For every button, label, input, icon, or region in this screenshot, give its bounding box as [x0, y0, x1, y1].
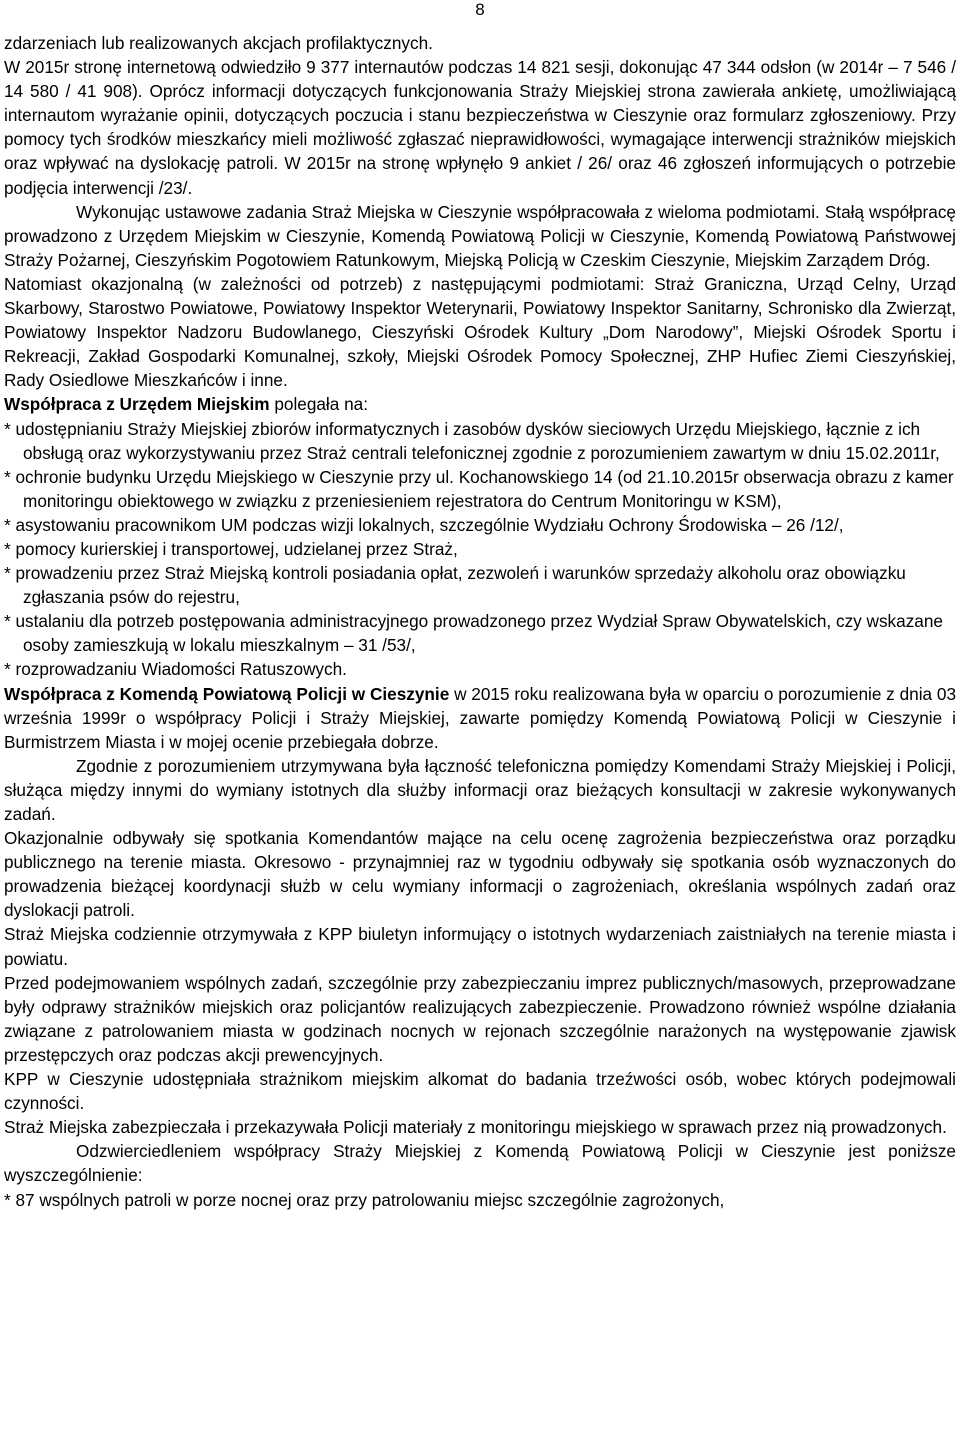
paragraph-telephone-link: Zgodnie z porozumieniem utrzymywana była łączność telefoniczna pomiędzy Komendami Straży Miejskiej i Policji, służąca między innymi do wymiany istotnych dla służby informacji oraz bieżących konsultacji w zakresie wykonywanych zadań. [4, 755, 956, 824]
bullet-item: * ustalaniu dla potrzeb postępowania administracyjnego prowadzonego przez Wydział Spraw Obywatelskich, czy wskazane osoby zamieszkują w lokalu mieszkalnym – 31 /53/, [4, 611, 943, 656]
city-office-heading-rest: polegała na: [269, 394, 368, 415]
bullet-item: * ochronie budynku Urzędu Miejskiego w Cieszynie przy ul. Kochanowskiego 14 (od 21.10.2015r obserwacja obrazu z kamer monitoringu obiektowego w związku z przeniesieniem rejestratora do Centrum Monitoringu w KSM), [4, 466, 954, 511]
police-cooperation-rest: w 2015 roku realizowana była w oparciu o porozumienie z dnia 03 września 1999r o współpracy Policji i Straży Miejskiej, zawarte pomiędzy Komendą Powiatową Policji w Cieszynie i Burmistrzem Miasta i w mojej ocenie przebiegała dobrze. [4, 683, 956, 752]
police-cooperation-bold: Współpraca z Komendą Powiatową Policji w Cieszynie [4, 683, 450, 704]
page-number: 8 [475, 0, 485, 19]
paragraph-summary-intro: Odzwierciedleniem współpracy Straży Miejskiej z Komendą Powiatową Policji w Cieszynie jest poniższe wyszczególnienie: [4, 1141, 956, 1186]
paragraph-breathalyzer: KPP w Cieszynie udostępniała strażnikom miejskim alkomat do badania trzeźwości osób, wobec których podejmowali czynności. [4, 1069, 956, 1114]
paragraph-1: zdarzeniach lub realizowanych akcjach profilaktycznych. [4, 33, 433, 53]
bullet-item: * rozprowadzaniu Wiadomości Ratuszowych. [4, 659, 347, 680]
paragraph-bulletin: Straż Miejska codziennie otrzymywała z KPP biuletyn informujący o istotnych wydarzeniach zaistniałych na terenie miasta i powiatu. [4, 924, 956, 969]
paragraph-police-cooperation [4, 682, 956, 754]
bullet-item: * prowadzeniu przez Straż Miejską kontroli posiadania opłat, zezwoleń i warunków sprzedaży alkoholu oraz obowiązku zgłaszania psów do rejestru, [4, 563, 906, 608]
paragraph-occasional-cooperation: Natomiast okazjonalną (w zależności od potrzeb) z następującymi podmiotami: Straż Graniczna, Urząd Celny, Urząd Skarbowy, Starostwo Powiatowe, Powiatowy Inspektor Weterynarii, Powiatowy Inspektor Sanitarny, Schronisko dla Zwierząt, Powiatowy Inspektor Nadzoru Budowlanego, Cieszyński Ośrodek Kultury „Dom Narodowy”, Miejski Ośrodek Sportu i Rekreacji, Zakład Gospodarki Komunalnej, szkoły, Miejski Ośrodek Pomocy Społecznej, ZHP Hufiec Ziemi Cieszyńskiej, Rady Osiedlowe Mieszkańców i inne. [4, 273, 956, 391]
paragraph-city-office-heading [4, 392, 956, 416]
paragraph-monitoring-materials: Straż Miejska zabezpieczała i przekazywała Policji materiały z monitoringu miejskiego w sprawach przez nią prowadzonych. [4, 1117, 947, 1138]
paragraph-joint-tasks: Przed podejmowaniem wspólnych zadań, szczególnie przy zabezpieczaniu imprez publicznych/masowych, przeprowadzane były odprawy strażników miejskich oraz policjantów realizujących zabezpieczenie. Prowadzono również wspólne działania związane z patrolowaniem miasta w godzinach nocnych w rejonach szczególnie narażonych na występowanie zjawisk przestępczych oraz podczas akcji prewencyjnych. [4, 972, 956, 1065]
bullet-item: * asystowaniu pracownikom UM podczas wizji lokalnych, szczególnie Wydziału Ochrony Środowiska – 26 /12/, [4, 514, 844, 535]
bullet-item: * 87 wspólnych patroli w porze nocnej oraz przy patrolowaniu miejsc szczególnie zagrożonych, [4, 1189, 725, 1210]
document-body [4, 31, 956, 1212]
bullet-item: * udostępnianiu Straży Miejskiej zbiorów informatycznych i zasobów dysków sieciowych Urzędu Miejskiego, łącznie z ich obsługą oraz wykorzystywaniu przez Straż centrali telefonicznej zgodnie z porozumieniem zawartym w dniu 15.02.2011r, [4, 418, 940, 463]
paragraph-meetings: Okazjonalnie odbywały się spotkania Komendantów mające na celu ocenę zagrożenia bezpieczeństwa oraz porządku publicznego na terenie miasta. Okresowo - przynajmniej raz w tygodniu odbywały się spotkania osób wyznaczonych do prowadzenia bieżącej koordynacji służb w celu wymiany informacji o zagrożeniach, określania wspólnych zadań oraz dyslokacji patroli. [4, 828, 956, 921]
city-office-heading-bold: Współpraca z Urzędem Miejskim [4, 394, 270, 415]
paragraph-website-stats: W 2015r stronę internetową odwiedziło 9 377 internautów podczas 14 821 sesji, dokonując 47 344 odsłon (w 2014r – 7 546 / 14 580 / 41 908). Oprócz informacji dotyczących funkcjonowania Straży Miejskiej strona zawierała ankietę, umożliwiającą internautom wyrażanie opinii, dotyczących poczucia i stanu bezpieczeństwa w Cieszynie oraz formularz zgłoszeniowy. Przy pomocy tych środków mieszkańcy mieli możliwość zgłaszać nieprawidłowości, wymagające interwencji strażników miejskich oraz wpływać na dyslokację patroli. W 2015r na stronę wpłynęło 9 ankiet / 26/ oraz 46 zgłoszeń informujących o potrzebie podjęcia interwencji /23/. [4, 57, 956, 198]
bullet-item: * pomocy kurierskiej i transportowej, udzielanej przez Straż, [4, 538, 458, 559]
paragraph-cooperation-intro: Wykonując ustawowe zadania Straż Miejska w Cieszynie współpracowała z wieloma podmiotami. Stałą współpracę prowadzono z Urzędem Miejskim w Cieszynie, Komendą Powiatową Policji w Cieszynie, Komendą Powiatową Państwowej Straży Pożarnej, Cieszyńskim Pogotowiem Ratunkowym, Miejską Policją w Czeskim Cieszynie, Miejskim Zarządem Dróg. [4, 201, 956, 270]
